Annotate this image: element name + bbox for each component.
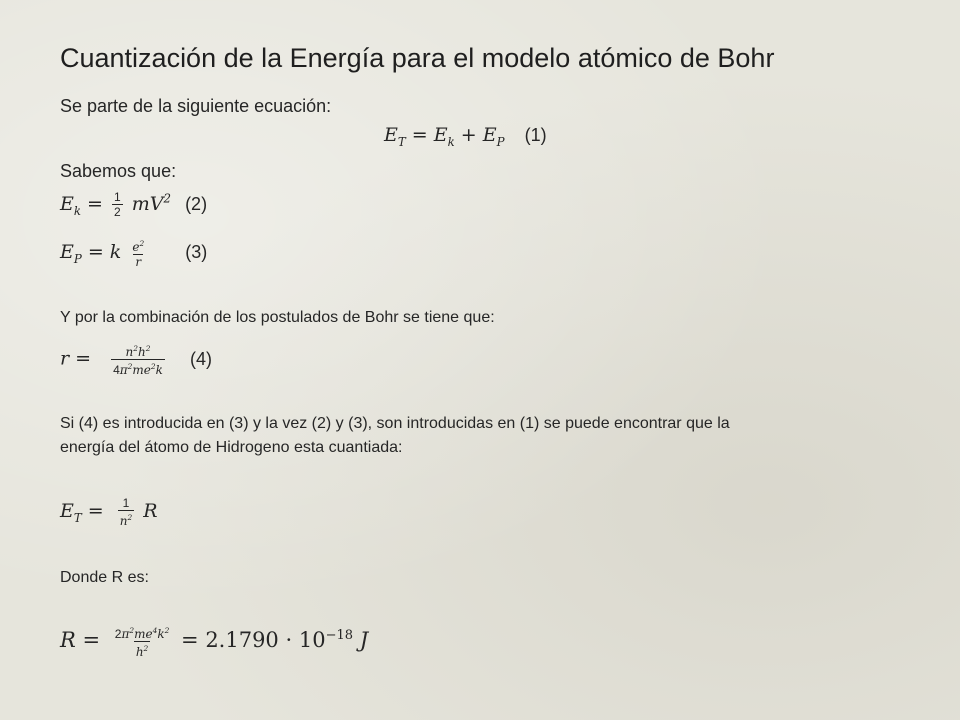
intro-text: Se parte de la siguiente ecuación: (60, 96, 332, 116)
r-value: 2.1790 (205, 628, 279, 652)
equation-4-label: (4) (189, 348, 212, 369)
equation-3-label: (3) (185, 242, 208, 262)
equation-1: $E_T = E_k + E_P$ (1) (384, 124, 547, 149)
sabemos-text: Sabemos que: (60, 161, 177, 181)
r-exponent: −18 (325, 628, 354, 643)
paragraph-line-1: Si (4) es introducida en (3) y la vez (2) y (3), son introducidas en (1) se puede encontrar que la (60, 415, 730, 432)
equation-4: r = $\frac{n^2h^2}{4\pi^2me^2k}$ (4) (60, 344, 212, 377)
r-equation: R = $\frac{2\pi^2me^4k^2}{h^2}$ = $2.1790 \cdot 10^{-18}$ J (60, 626, 369, 659)
donde-text: Donde R es: (60, 569, 149, 586)
equation-2: $E_k$ = $\frac{1}{2}$ $mV^2$ (2) (60, 190, 208, 219)
energy-equation: $E_T$ = $\frac{1}{n^2}$ R (60, 496, 158, 528)
equation-1-label: (1) (524, 125, 547, 145)
equation-2-label: (2) (185, 193, 208, 214)
slide-title: Cuantización de la Energía para el modelo atómico de Bohr (60, 43, 775, 73)
equation-3: $E_P = k$ $\frac{e^2}{r}$ (3) (60, 239, 208, 269)
postulates-text: Y por la combinación de los postulados de Bohr se tiene que: (60, 309, 495, 326)
paragraph-line-2: energía del átomo de Hidrogeno esta cuantiada: (60, 439, 403, 456)
r-unit: J (359, 628, 369, 652)
